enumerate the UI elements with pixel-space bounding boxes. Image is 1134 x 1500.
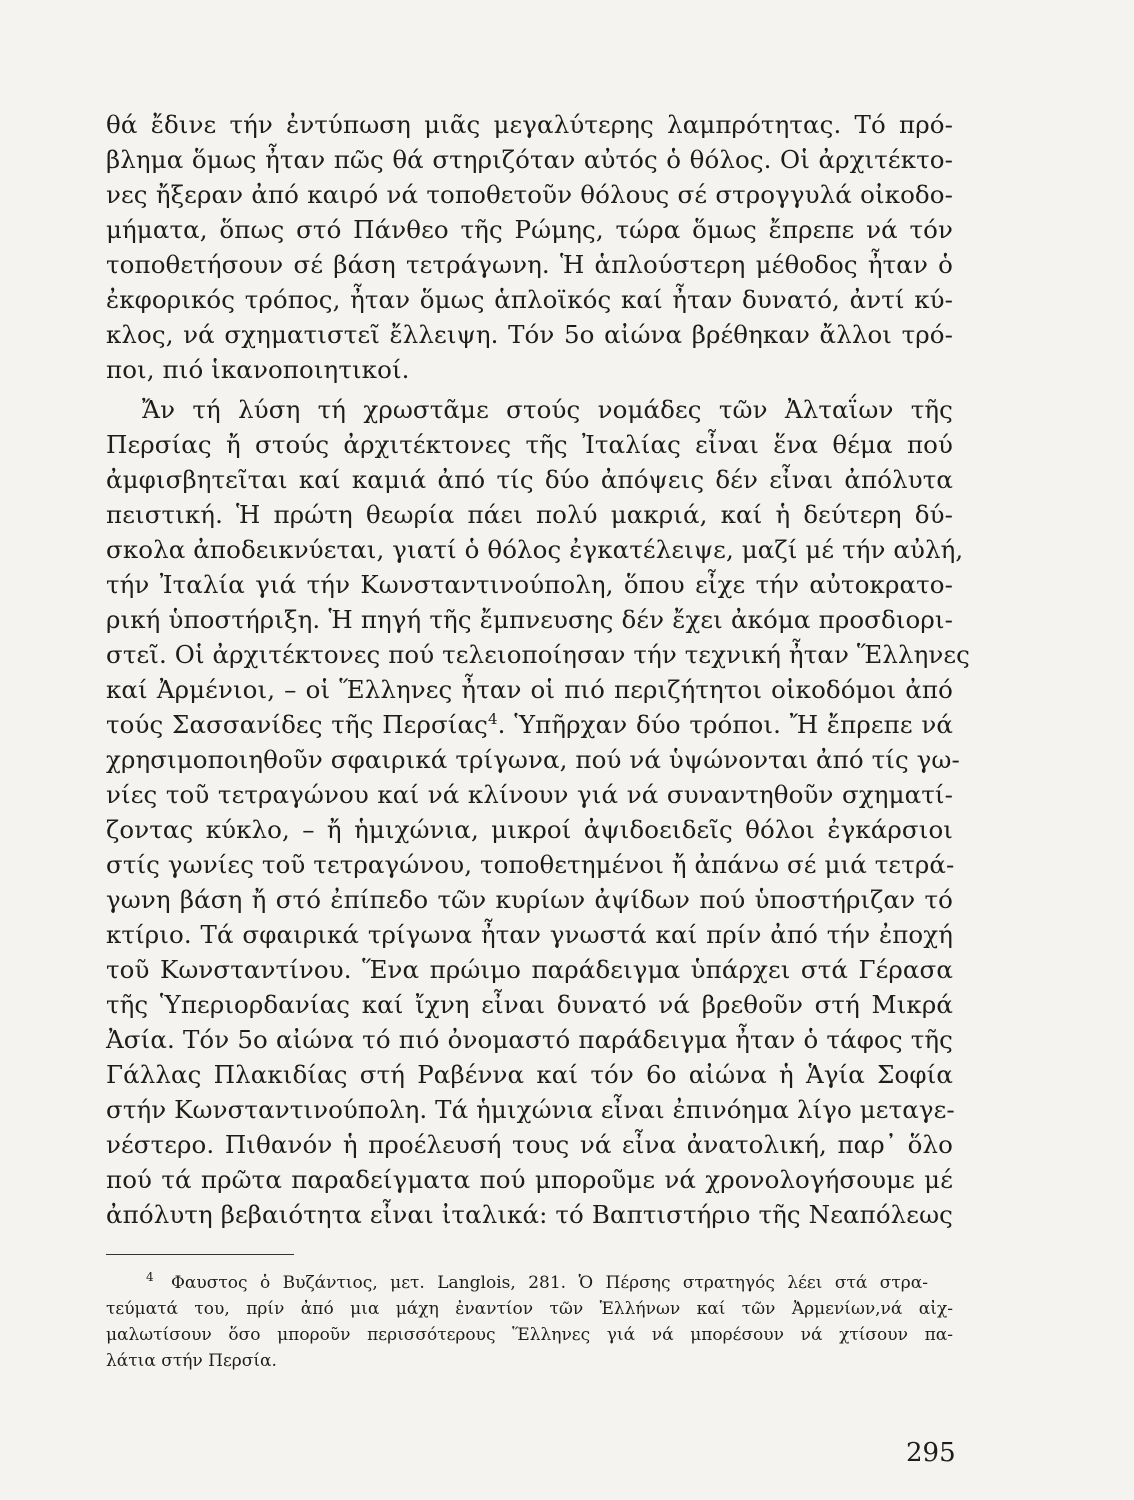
- footnote-line: λάτια στήν Περσία.: [106, 1351, 277, 1371]
- body-line: γωνη βάση ἤ στό ἐπίπεδο τῶν κυρίων ἀψίδων πού ὑποστήριζαν τό: [106, 885, 953, 914]
- footnote-text: Φαυστος ὁ Βυζάντιος, μετ. Langlois, 281. Ὁ Πέρσης στρατηγός λέει στά στρα-: [171, 1273, 928, 1293]
- body-line: στίς γωνίες τοῦ τετραγώνου, τοποθετημένοι ἤ ἀπάνω σέ μιά τετρά-: [106, 850, 955, 879]
- body-line: πειστική. Ἡ πρώτη θεωρία πάει πολύ μακριά, καί ἡ δεύτερη δύ-: [106, 500, 953, 529]
- body-line: στήν Κωνσταντινούπολη. Τά ἡμιχώνια εἶναι ἐπινόημα λίγο μεταγε-: [106, 1095, 955, 1124]
- body-line: κλος, νά σχηματιστεῖ ἔλλειψη. Τόν 5ο αἰώνα βρέθηκαν ἄλλοι τρό-: [106, 320, 953, 349]
- body-line: τοῦ Κωνσταντίνου. Ἕνα πρώιμο παράδειγμα ὑπάρχει στά Γέρασα: [106, 955, 953, 984]
- body-line: τῆς Ὑπεριορδανίας καί ἴχνη εἶναι δυνατό νά βρεθοῦν στή Μικρά: [106, 990, 953, 1019]
- body-line: καί Ἀρμένιοι, – οἱ Ἕλληνες ἦταν οἱ πιό περιζήτητοι οἰκοδόμοι ἀπό: [106, 675, 953, 704]
- body-line: ποι, πιό ἱκανοποιητικοί.: [106, 355, 410, 384]
- page-number: 295: [906, 1438, 956, 1468]
- body-line: κτίριο. Τά σφαιρικά τρίγωνα ἦταν γνωστά καί πρίν ἀπό τήν ἐποχή: [106, 920, 953, 949]
- body-line: ἐκφορικός τρόπος, ἦταν ὅμως ἁπλοϊκός καί ἦταν δυνατό, ἀντί κύ-: [106, 285, 953, 314]
- body-line: θά ἔδινε τήν ἐντύπωση μιᾶς μεγαλύτερης λαμπρότητας. Τό πρό-: [106, 110, 953, 139]
- body-line: ζοντας κύκλο, – ἤ ἡμιχώνια, μικροί ἀψιδοειδεῖς θόλοι ἐγκάρσιοι: [106, 815, 953, 844]
- footnote-marker: 4: [146, 1270, 154, 1284]
- body-line: νες ἤξεραν ἀπό καιρό νά τοποθετοῦν θόλους σέ στρογγυλά οἰκοδο-: [106, 180, 953, 209]
- body-line: χρησιμοποιηθοῦν σφαιρικά τρίγωνα, πού νά ὑψώνονται ἀπό τίς γω-: [106, 745, 960, 774]
- body-line: Ἄν τή λύση τή χρωστᾶμε στούς νομάδες τῶν Ἀλταΐων τῆς: [142, 395, 953, 424]
- body-text-segment: . Ὑπῆρχαν δύο τρόποι. Ἤ ἔπρεπε νά: [497, 710, 953, 739]
- body-line: Γάλλας Πλακιδίας στή Ραβέννα καί τόν 6ο αἰώνα ἡ Ἁγία Σοφία: [106, 1060, 953, 1089]
- body-line: στεῖ. Οἱ ἀρχιτέκτονες πού τελειοποίησαν τήν τεχνική ἦταν Ἕλληνες: [106, 640, 970, 669]
- body-line: σκολα ἀποδεικνύεται, γιατί ὁ θόλος ἐγκατέλειψε, μαζί μέ τήν αὐλή,: [106, 535, 964, 564]
- footnote-reference[interactable]: 4: [487, 709, 498, 728]
- body-line: τήν Ἰταλία γιά τήν Κωνσταντινούπολη, ὅπου εἶχε τήν αὐτοκρατο-: [106, 570, 953, 599]
- body-line: νέστερο. Πιθανόν ἡ προέλευσή τους νά εἶνα ἀνατολική, παρ᾽ ὅλο: [106, 1130, 953, 1159]
- body-line: τοποθετήσουν σέ βάση τετράγωνη. Ἡ ἁπλούστερη μέθοδος ἦταν ὁ: [106, 250, 953, 279]
- body-line: ρική ὑποστήριξη. Ἡ πηγή τῆς ἔμπνευσης δέν ἔχει ἀκόμα προσδιορι-: [106, 605, 953, 634]
- body-line-with-footnote-ref: [106, 708, 953, 742]
- footnote-line: [106, 1270, 953, 1296]
- body-line: Περσίας ἤ στούς ἀρχιτέκτονες τῆς Ἰταλίας εἶναι ἕνα θέμα πού: [106, 430, 953, 459]
- footnote-divider: [106, 1254, 294, 1255]
- body-line: μήματα, ὅπως στό Πάνθεο τῆς Ρώμης, τώρα ὅμως ἔπρεπε νά τόν: [106, 215, 953, 244]
- footnote-line: τεύματά του, πρίν ἀπό μια μάχη ἐναντίον τῶν Ἑλλήνων καί τῶν Ἀρμενίων,νά αἰχ-: [106, 1299, 953, 1319]
- body-line: Ἀσία. Τόν 5ο αἰώνα τό πιό ὀνομαστό παράδειγμα ἦταν ὁ τάφος τῆς: [106, 1025, 953, 1054]
- footnote-line: μαλωτίσουν ὅσο μποροῦν περισσότερους Ἕλληνες γιά νά μπορέσουν νά χτίσουν πα-: [106, 1325, 953, 1345]
- body-line: νίες τοῦ τετραγώνου καί νά κλίνουν γιά νά συναντηθοῦν σχηματί-: [106, 780, 953, 809]
- body-line: ἀπόλυτη βεβαιότητα εἶναι ἰταλικά: τό Βαπτιστήριο τῆς Νεαπόλεως: [106, 1200, 953, 1229]
- body-line: πού τά πρῶτα παραδείγματα πού μποροῦμε νά χρονολογήσουμε μέ: [106, 1165, 953, 1194]
- body-text-segment: τούς Σασσανίδες τῆς Περσίας: [106, 710, 488, 739]
- body-line: βλημα ὅμως ἦταν πῶς θά στηριζόταν αὐτός ὁ θόλος. Οἱ ἀρχιτέκτο-: [106, 145, 953, 174]
- body-line: ἀμφισβητεῖται καί καμιά ἀπό τίς δύο ἀπόψεις δέν εἶναι ἀπόλυτα: [106, 465, 953, 494]
